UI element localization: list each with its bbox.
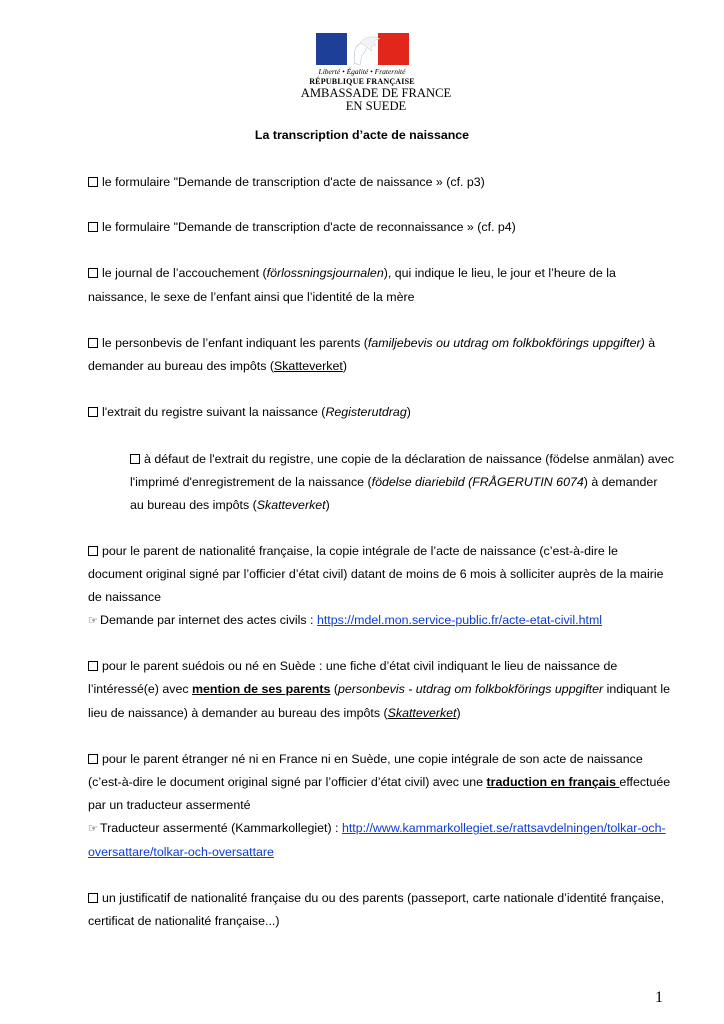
pointing-hand-icon: ☞ [88, 615, 98, 627]
checkbox-icon [130, 454, 140, 464]
checkbox-icon [88, 546, 98, 556]
checkbox-icon [88, 893, 98, 903]
list-item-continuation: document original signé par l’officier d’état civil) datant de moins de 6 mois à solliciter auprès de la mairie [88, 567, 664, 581]
list-item-continuation: ☞ Demande par internet des actes civils : https://mdel.mon.service-public.fr/acte-etat-civil.html [88, 613, 603, 627]
embassy-name-line1: AMBASSADE DE FRANCE [300, 86, 452, 100]
list-item-continuation: (c’est-à-dire le document original signé par l’officier d’état civil) avec une traduction en français effectuée [88, 775, 671, 789]
checkbox-icon [88, 222, 98, 232]
list-item-continuation: l’intéressé(e) avec mention de ses parents (personbevis - utdrag om folkbokförings uppgifter indiquant le [88, 682, 670, 696]
checkbox-icon [88, 177, 98, 187]
checkbox-icon [88, 754, 98, 764]
list-item: pour le parent étranger né ni en France ni en Suède, une copie intégrale de son acte de naissance [88, 752, 643, 767]
list-item: pour le parent de nationalité française, la copie intégrale de l’acte de naissance (c’est-à-dire le [88, 544, 618, 559]
page-number: 1 [655, 989, 663, 1006]
letterhead [0, 33, 724, 113]
list-item-continuation: lieu de naissance) à demander au bureau des impôts (Skatteverket) [88, 706, 461, 720]
list-item: le journal de l’accouchement (förlossningsjournalen), qui indique le lieu, le jour et l’heure de la [88, 266, 616, 281]
checkbox-icon [88, 338, 98, 348]
sub-list-item: à défaut de l'extrait du registre, une copie de la déclaration de naissance (födelse anmälan) avec [130, 452, 674, 467]
list-item: pour le parent suédois ou né en Suède : une fiche d’état civil indiquant le lieu de naissance de [88, 659, 617, 674]
list-item-continuation: ☞ Traducteur assermenté (Kammarkollegiet) : http://www.kammarkollegiet.se/rattsavdelningen/tolkar-och- [88, 821, 666, 835]
service-public-link[interactable]: https://mdel.mon.service-public.fr/acte-etat-civil.html [316, 613, 603, 627]
list-item: le personbevis de l’enfant indiquant les parents (familjebevis ou utdrag om folkbokförings uppgifter) à [88, 336, 655, 351]
republic-name: RÉPUBLIQUE FRANÇAISE [309, 77, 415, 86]
checkbox-icon [88, 268, 98, 278]
marianne-logo [316, 33, 409, 65]
kammarkollegiet-link-continuation[interactable]: oversattare/tolkar-och-oversattare [88, 845, 274, 859]
kammarkollegiet-link[interactable]: http://www.kammarkollegiet.se/rattsavdelningen/tolkar-och- [341, 821, 666, 835]
list-item-continuation: certificat de nationalité française...) [88, 914, 280, 928]
embassy-name-line2: EN SUEDE [345, 99, 407, 113]
list-item-continuation [88, 845, 274, 860]
sub-list-item-continuation: l'imprimé d'enregistrement de la naissance (födelse diariebild (FRÅGERUTIN 6074) à demander [130, 475, 658, 489]
sub-list-item-continuation: au bureau des impôts (Skatteverket) [130, 498, 330, 512]
checkbox-icon [88, 407, 98, 417]
list-item-continuation: demander au bureau des impôts (Skatteverket) [88, 359, 347, 373]
list-item: l'extrait du registre suivant la naissance (Registerutdrag) [88, 405, 411, 420]
list-item-continuation: par un traducteur assermenté [88, 798, 251, 812]
list-item-continuation: naissance, le sexe de l’enfant ainsi que l’identité de la mère [88, 290, 415, 304]
list-item: le formulaire "Demande de transcription d'acte de naissance » (cf. p3) [88, 175, 485, 190]
list-item: un justificatif de nationalité française du ou des parents (passeport, carte nationale d’identité française, [88, 891, 664, 906]
document-title: La transcription d’acte de naissance [254, 128, 470, 142]
motto: Liberté • Égalité • Fraternité [318, 67, 406, 76]
list-item-continuation: de naissance [88, 590, 162, 604]
checkbox-icon [88, 661, 98, 671]
pointing-hand-icon: ☞ [88, 823, 98, 835]
list-item: le formulaire "Demande de transcription d'acte de reconnaissance » (cf. p4) [88, 220, 516, 235]
